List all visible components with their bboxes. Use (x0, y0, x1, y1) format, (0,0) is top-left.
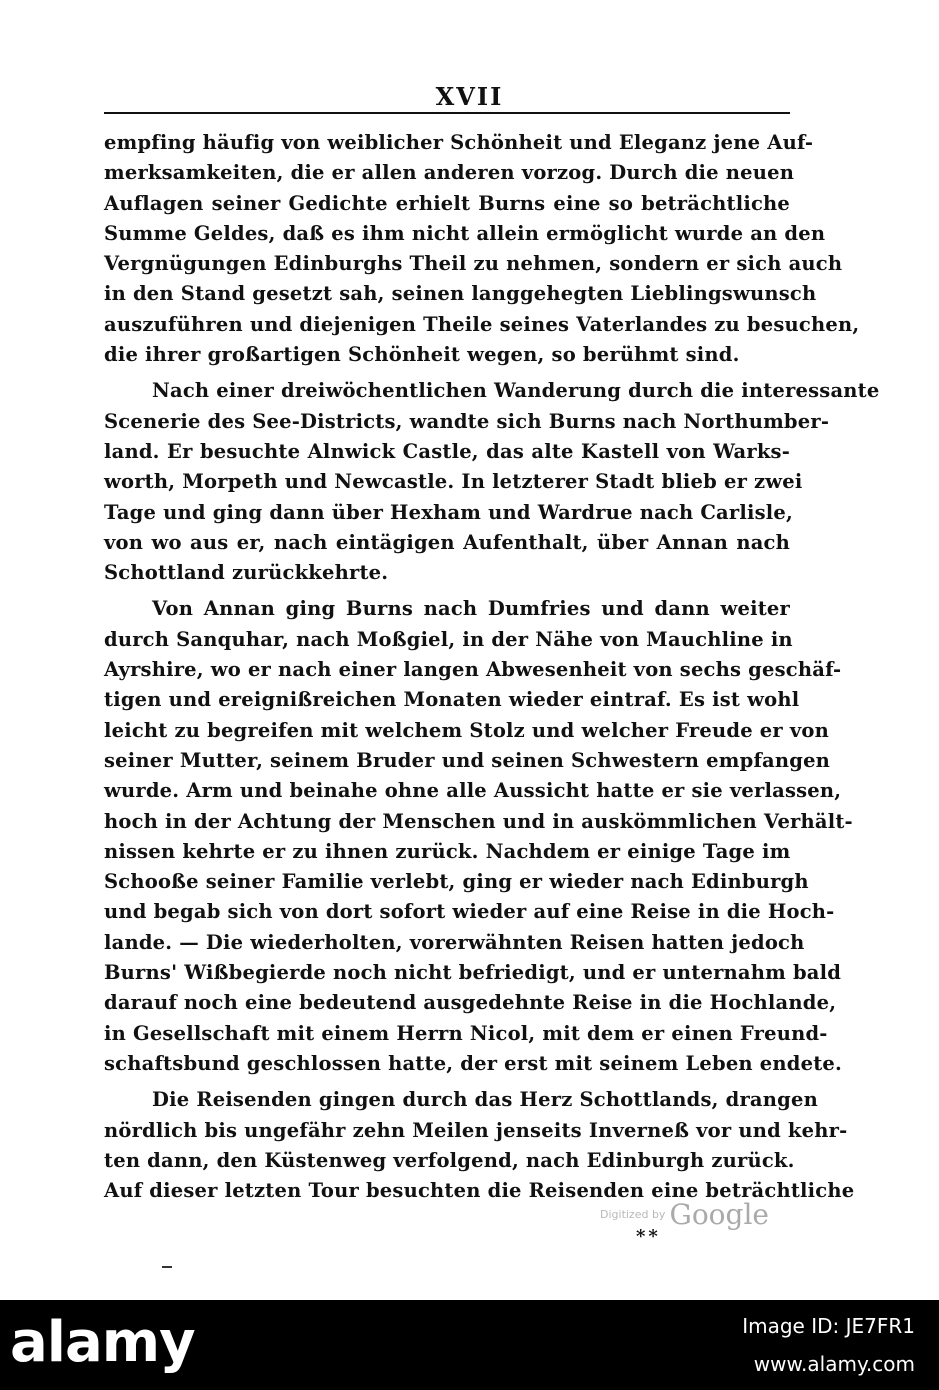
text-line: Ayrshire, wo er nach einer langen Abwesenheit von sechs geschäf- (104, 658, 842, 682)
body-text (104, 128, 880, 1206)
text-line: Die Reisenden gingen durch das Herz Schottlands, drangen (152, 1088, 818, 1112)
footer-info (742, 1312, 915, 1378)
text-line: tigen und ereignißreichen Monaten wieder eintraf. Es ist wohl (104, 688, 800, 712)
text-line: darauf noch eine bedeutend ausgedehnte Reise in die Hochlande, (104, 991, 837, 1015)
text-line: Von Annan ging Burns nach Dumfries und dann weiter (152, 597, 790, 621)
text-line: Schottland zurückkehrte. (104, 561, 389, 585)
stray-ink-mark (162, 1266, 172, 1268)
watermark-prefix: Digitized by (600, 1208, 666, 1221)
signature-marks: ** (636, 1226, 661, 1247)
header-rule (104, 112, 790, 114)
text-line: Tage und ging dann über Hexham und Wardrue nach Carlisle, (104, 500, 793, 524)
text-line: auszuführen und diejenigen Theile seines Vaterlandes zu besuchen, (104, 312, 860, 336)
text-line: hoch in der Achtung der Menschen und in auskömmlichen Verhält- (104, 809, 853, 833)
text-line: lande. — Die wiederholten, vorerwähnten Reisen hatten jedoch (104, 930, 805, 954)
text-line: von wo aus er, nach eintägigen Aufenthalt, über Annan nach (104, 530, 790, 554)
text-line: ten dann, den Küstenweg verfolgend, nach Edinburgh zurück. (104, 1148, 795, 1172)
watermark-name: Google (669, 1198, 769, 1231)
text-line: Burns' Wißbegierde noch nicht befriedigt, und er unternahm bald (104, 961, 842, 985)
alamy-logo: alamy (10, 1310, 195, 1375)
text-line: schaftsbund geschlossen hatte, der erst mit seinem Leben endete. (104, 1051, 843, 1075)
text-line: Summe Geldes, daß es ihm nicht allein ermöglicht wurde an den (104, 221, 826, 245)
text-line: seiner Mutter, seinem Bruder und seinen Schwestern empfangen (104, 748, 831, 772)
text-line: und begab sich von dort sofort wieder auf eine Reise in die Hoch- (104, 900, 835, 924)
text-line: Nach einer dreiwöchentlichen Wanderung durch die interessante (152, 379, 880, 403)
text-line: in den Stand gesetzt sah, seinen langgehegten Lieblingswunsch (104, 282, 817, 306)
text-line: nissen kehrte er zu ihnen zurück. Nachdem er einige Tage im (104, 839, 791, 863)
site-url: www.alamy.com (753, 1352, 915, 1376)
image-id: Image ID: JE7FR1 (742, 1314, 915, 1338)
text-line: Schooße seiner Familie verlebt, ging er wieder nach Edinburgh (104, 870, 809, 894)
page-number: XVII (435, 82, 504, 111)
text-line: land. Er besuchte Alnwick Castle, das alte Kastell von Warks- (104, 439, 790, 463)
text-line: merksamkeiten, die er allen anderen vorzog. Durch die neuen (104, 161, 795, 185)
text-line: worth, Morpeth und Newcastle. In letzterer Stadt blieb er zwei (104, 470, 803, 494)
text-line: Vergnügungen Edinburghs Theil zu nehmen, sondern er sich auch (104, 252, 843, 276)
text-line: durch Sanquhar, nach Moßgiel, in der Nähe von Mauchline in (104, 627, 793, 651)
text-line: in Gesellschaft mit einem Herrn Nicol, mit dem er einen Freund- (104, 1021, 828, 1045)
text-line: leicht zu begreifen mit welchem Stolz und welcher Freude er von (104, 718, 829, 742)
text-line: Auflagen seiner Gedichte erhielt Burns eine so beträchtliche (104, 191, 790, 215)
text-line: die ihrer großartigen Schönheit wegen, so berühmt sind. (104, 343, 740, 367)
text-line: wurde. Arm und beinahe ohne alle Aussicht hatte er sie verlassen, (104, 779, 842, 803)
text-line: nördlich bis ungefähr zehn Meilen jenseits Inverneß vor und kehr- (104, 1118, 848, 1142)
text-line: Auf dieser letzten Tour besuchten die Reisenden eine beträchtliche (104, 1179, 855, 1203)
stock-footer-bar (0, 1300, 939, 1390)
text-line: empfing häufig von weiblicher Schönheit und Eleganz jene Auf- (104, 131, 814, 154)
text-line: Scenerie des See-Districts, wandte sich Burns nach Northumber- (104, 409, 830, 433)
